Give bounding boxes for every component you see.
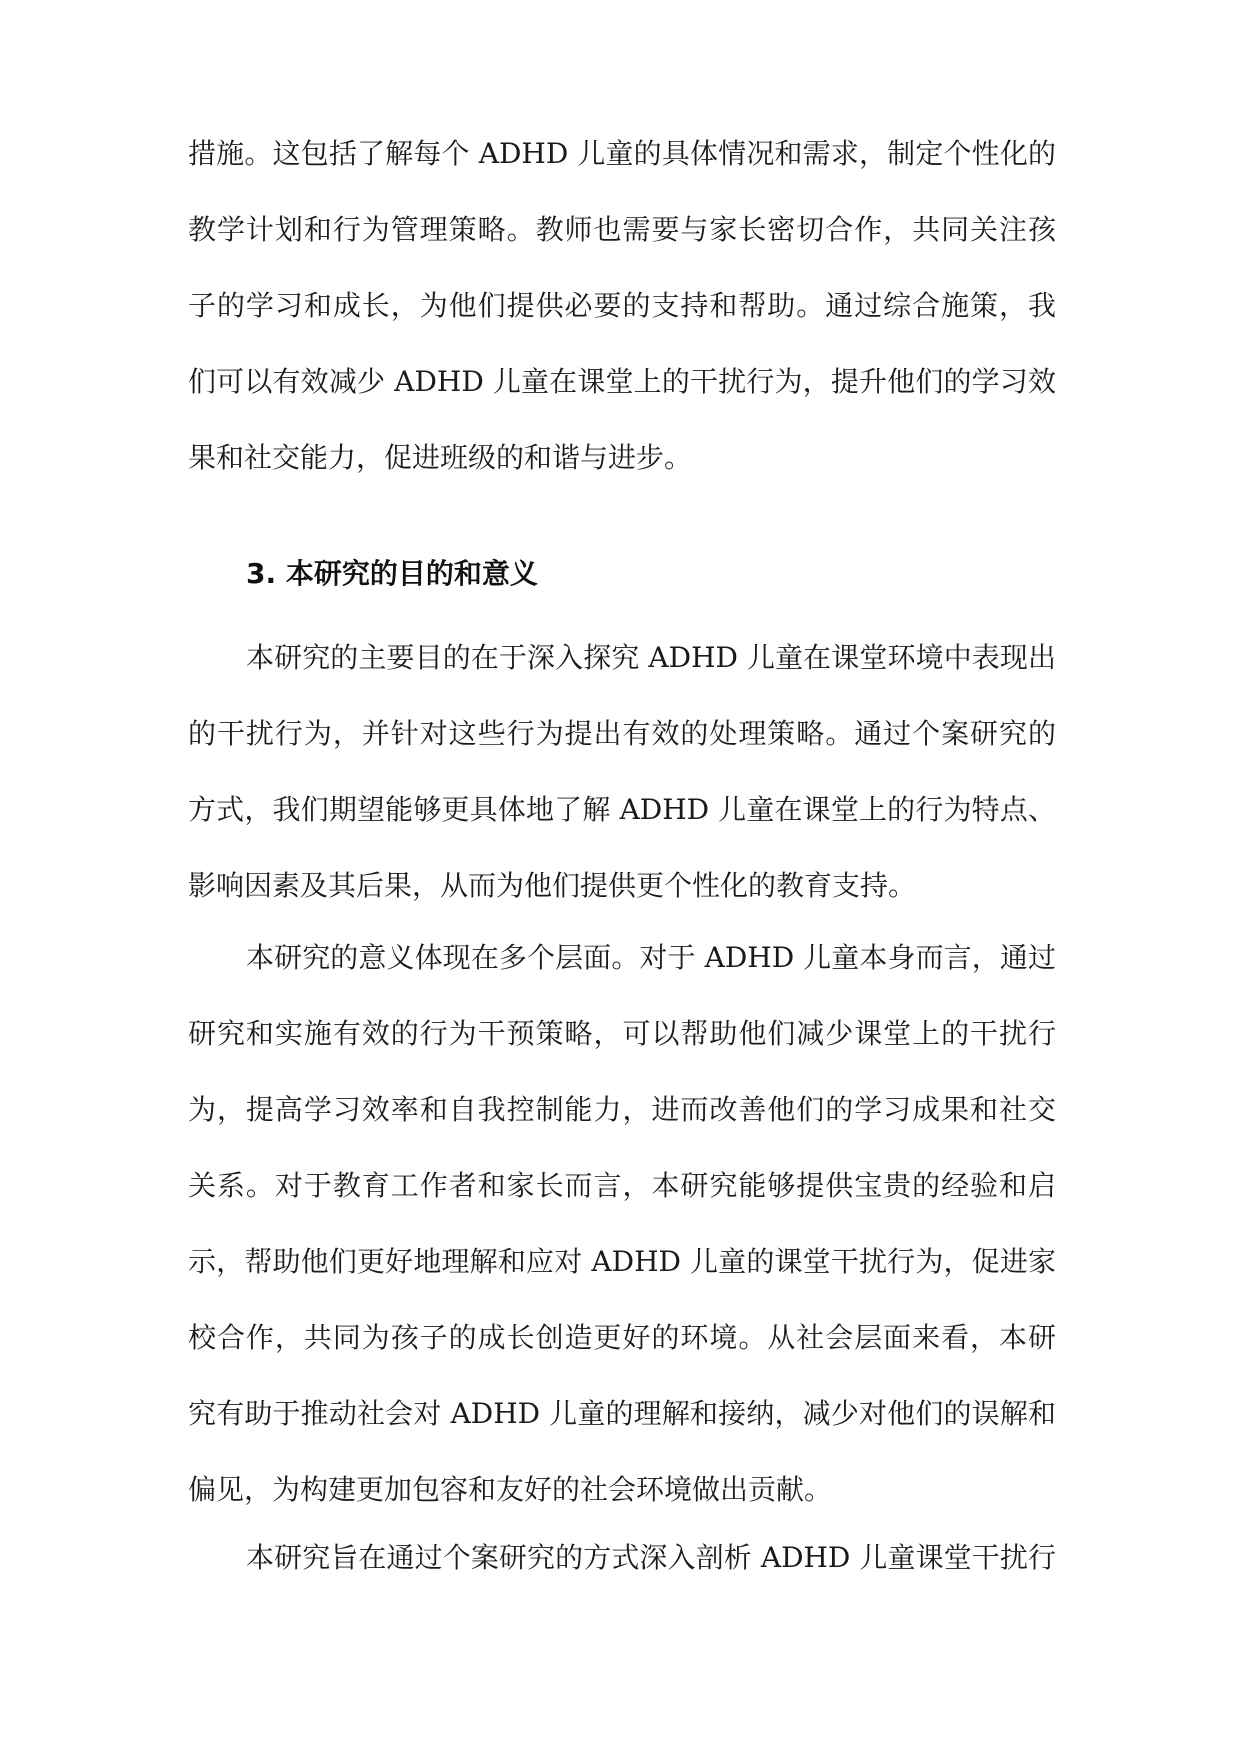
paragraph-line: 方式，我们期望能够更具体地了解 ADHD 儿童在课堂上的行为特点、 [188, 793, 1056, 826]
paragraph-line: 究有助于推动社会对 ADHD 儿童的理解和接纳，减少对他们的误解和 [188, 1397, 1056, 1430]
paragraph-line: 影响因素及其后果，从而为他们提供更个性化的教育支持。 [188, 869, 917, 902]
paragraph-3 [188, 920, 1056, 1528]
paragraph-line: 果和社交能力，促进班级的和谐与进步。 [188, 441, 693, 474]
paragraph-line: 们可以有效减少 ADHD 儿童在课堂上的干扰行为，提升他们的学习效 [188, 365, 1056, 398]
paragraph-line: 研究和实施有效的行为干预策略，可以帮助他们减少课堂上的干扰行 [188, 1017, 1056, 1050]
paragraph-line: 本研究的主要目的在于深入探究 ADHD 儿童在课堂环境中表现出 [246, 641, 1056, 674]
paragraph-line: 子的学习和成长，为他们提供必要的支持和帮助。通过综合施策，我 [188, 289, 1056, 322]
paragraph-line: 本研究旨在通过个案研究的方式深入剖析 ADHD 儿童课堂干扰行 [246, 1541, 1056, 1574]
paragraph-line: 关系。对于教育工作者和家长而言，本研究能够提供宝贵的经验和启 [188, 1169, 1056, 1202]
paragraph-1 [188, 116, 1056, 496]
paragraph-line: 本研究的意义体现在多个层面。对于 ADHD 儿童本身而言，通过 [246, 941, 1056, 974]
paragraph-line: 的干扰行为，并针对这些行为提出有效的处理策略。通过个案研究的 [188, 717, 1056, 750]
section-heading: 3. 本研究的目的和意义 [246, 557, 538, 590]
paragraph-4 [188, 1520, 1056, 1596]
paragraph-line: 偏见，为构建更加包容和友好的社会环境做出贡献。 [188, 1473, 833, 1506]
paragraph-2 [188, 620, 1056, 924]
paragraph-line: 为，提高学习效率和自我控制能力，进而改善他们的学习成果和社交 [188, 1093, 1056, 1126]
paragraph-line: 校合作，共同为孩子的成长创造更好的环境。从社会层面来看，本研 [188, 1321, 1056, 1354]
paragraph-line: 措施。这包括了解每个 ADHD 儿童的具体情况和需求，制定个性化的 [188, 137, 1056, 170]
paragraph-line: 教学计划和行为管理策略。教师也需要与家长密切合作，共同关注孩 [188, 213, 1056, 246]
paragraph-line: 示，帮助他们更好地理解和应对 ADHD 儿童的课堂干扰行为，促进家 [188, 1245, 1056, 1278]
